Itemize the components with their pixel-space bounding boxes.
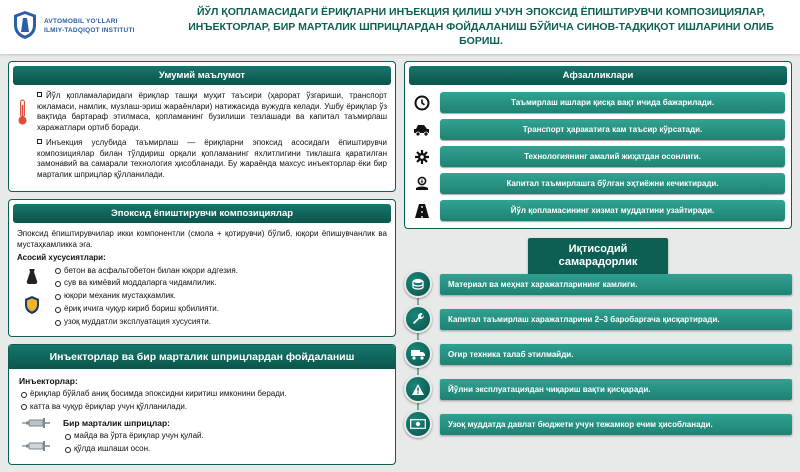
- economy-section: [404, 238, 792, 438]
- economy-row: [404, 340, 792, 368]
- general-info-header: Умумий маълумот: [13, 66, 391, 85]
- institute-name-line2: ILMIY-TADQIQOT INSTITUTI: [44, 27, 135, 34]
- injectors-group: [19, 376, 385, 412]
- gear-icon: [411, 148, 433, 166]
- right-column: [404, 61, 792, 465]
- injectors-header: Инъекторлар ва бир марталик шприцлардан фойдаланиш: [9, 345, 395, 369]
- advantage-bar: Йўл қопламасининг хизмат муддатини узайтиради.: [440, 200, 785, 221]
- epoxy-feature-item: бетон ва асфальтобетон билан юқори адгезия.: [53, 266, 387, 276]
- economy-bar: Капитал таъмирлаш харажатларини 2–3 баробаргача қисқартиради.: [440, 309, 792, 330]
- epoxy-features-block: [17, 266, 387, 330]
- general-info-paragraph-text: Йўл қопламаларидаги ёриқлар ташқи муҳит таъсири (ҳарорат ўзгариши, транспорт юкламаси, намлик, музлаш-эриш жараёнлари) натижасида вужудга келади. Ушбу ёриқлар ўз вақтида бартараф этилмаса, қопламанинг бузилиши тезлашади ва капитал таъмирлаш харажатлари ортиб боради.: [37, 91, 387, 132]
- epoxy-header: Эпоксид ёпиштирувчи композициялар: [13, 204, 391, 223]
- economy-row: [404, 410, 792, 438]
- epoxy-body: [9, 225, 395, 336]
- advantage-bar: Капитал таъмирлашга бўлган эҳтиёжни кечиктиради.: [440, 173, 785, 194]
- institute-logo: [12, 10, 164, 45]
- injectors-item: ёриқлар бўйлаб аниқ босимда эпоксидни киритиш имконини беради.: [19, 389, 385, 399]
- epoxy-feature-item: узоқ муддатли эксплуатация хусусияти.: [53, 317, 387, 327]
- syringes-group: [19, 415, 385, 458]
- institute-name-line1: AVTOMOBIL YO'LLARI: [44, 18, 118, 26]
- economy-row: [404, 270, 792, 298]
- injectors-group-list: [19, 389, 385, 412]
- checkbox-bullet-icon: [37, 92, 42, 97]
- advantage-row: [411, 92, 785, 113]
- economy-bar: Узоқ муддатда давлат бюджети учун тежамкор ечим ҳисобланади.: [440, 414, 792, 435]
- main-content: [0, 54, 800, 472]
- truck-icon: [404, 340, 432, 368]
- syringes-item: майда ва ўрта ёриқлар учун қулай.: [63, 431, 204, 441]
- advantage-row: [411, 200, 785, 221]
- advantage-bar: Таъмирлаш ишлари қисқа вақт ичида бажарилади.: [440, 92, 785, 113]
- advantage-bar: Технологиянинг амалий жиҳатдан осонлиги.: [440, 146, 785, 167]
- traffic-car-icon: [411, 121, 433, 139]
- injectors-body: [9, 369, 395, 464]
- epoxy-intro: Эпоксид ёпиштирувчилар икки компонентли (смола + қотирувчи) бўлиб, юқори ёпишувчанлик ва мустаҳкамликка эга.: [17, 229, 387, 249]
- advantages-body: [405, 87, 791, 228]
- advantages-panel: [404, 61, 792, 229]
- flask-icon: [24, 269, 40, 288]
- shield-badge-icon: [24, 296, 40, 317]
- wrench-icon: [404, 305, 432, 333]
- general-info-paragraph: [37, 91, 387, 133]
- coins-icon: [404, 270, 432, 298]
- advantage-row: [411, 146, 785, 167]
- page-title: ЙЎЛ ҚОПЛАМАСИДАГИ ЁРИҚЛАРНИ ИНЪЕКЦИЯ ҚИЛИШ УЧУН ЭПОКСИД ЁПИШТИРУВЧИ КОМПОЗИЦИЯЛАР, ИНЪЕКТОРЛАР, БИР МАРТАЛИК ШПРИЦЛАРДАН ФОЙДАЛАНИШ БЎЙИЧА СИНОВ-ТАДҚИҚОТ ИШЛАРИНИ ОЛИБ БОРИШ.: [188, 5, 774, 48]
- syringes-group-list: [63, 431, 204, 454]
- warning-triangle-icon: [404, 375, 432, 403]
- syringes-group-label: Бир марталик шприцлар:: [63, 418, 171, 429]
- syringe-icons: [19, 415, 53, 458]
- clock-icon: [411, 94, 433, 112]
- hand-money-icon: [411, 175, 433, 193]
- general-info-panel: [8, 61, 396, 192]
- general-info-body: [9, 87, 395, 191]
- syringes-item: қўлда ишлаши осон.: [63, 444, 204, 454]
- syringe-icon: [22, 438, 50, 457]
- left-column: [8, 61, 396, 465]
- injectors-panel: [8, 344, 396, 465]
- epoxy-feature-item: сув ва кимёвий моддаларга чидамлилик.: [53, 278, 387, 288]
- road-icon: [411, 202, 433, 220]
- thermometer-icon: [17, 99, 28, 129]
- syringes-group-text: [63, 415, 204, 457]
- epoxy-feature-item: ёриқ ичига чуқур кириб бориш қобилияти.: [53, 304, 387, 314]
- institute-name: [44, 18, 135, 36]
- syringe-icon: [22, 415, 50, 434]
- epoxy-features-list: [53, 266, 387, 330]
- economy-row: [404, 305, 792, 333]
- economy-bar: Йўлни эксплуатациядан чиқариш вақти қисқаради.: [440, 379, 792, 400]
- general-info-paragraph-text: Инъекция услубида таъмирлаш — ёриқларни эпоксид асосидаги ёпиштирувчи композициялар билан тўлдириш орқали қопламанинг яхлитлигини тиклашга қаратилган замонавий ва самарали технология ҳисобланади. Бу жараёнда махсус инъекторлар ёки бир марталик шприцлар қўлланилади.: [37, 138, 387, 179]
- injectors-item: катта ва чуқур ёриқлар учун қўлланилади.: [19, 402, 385, 412]
- economy-rows: [404, 270, 792, 438]
- advantage-row: [411, 173, 785, 194]
- economy-bar: Оғир техника талаб этилмайди.: [440, 344, 792, 365]
- advantage-row: [411, 119, 785, 140]
- economy-header: Иқтисодий самарадорлик: [528, 238, 668, 286]
- checkbox-bullet-icon: [37, 139, 42, 144]
- epoxy-feature-item: юқори механик мустаҳкамлик.: [53, 291, 387, 301]
- epoxy-features-label: Асосий хусусиятлари:: [17, 253, 106, 263]
- economy-bar: Материал ва меҳнат харажатларининг камлиги.: [440, 274, 792, 295]
- injectors-group-label: Инъекторлар:: [19, 376, 78, 386]
- advantage-bar: Транспорт ҳаракатига кам таъсир кўрсатади.: [440, 119, 785, 140]
- economy-row: [404, 375, 792, 403]
- institute-shield-icon: [12, 10, 38, 45]
- epoxy-panel: [8, 199, 396, 337]
- header: [0, 0, 800, 54]
- advantages-header: Афзалликлари: [409, 66, 787, 85]
- banknote-icon: [404, 410, 432, 438]
- general-info-paragraph: [37, 138, 387, 180]
- epoxy-icons: [17, 266, 47, 330]
